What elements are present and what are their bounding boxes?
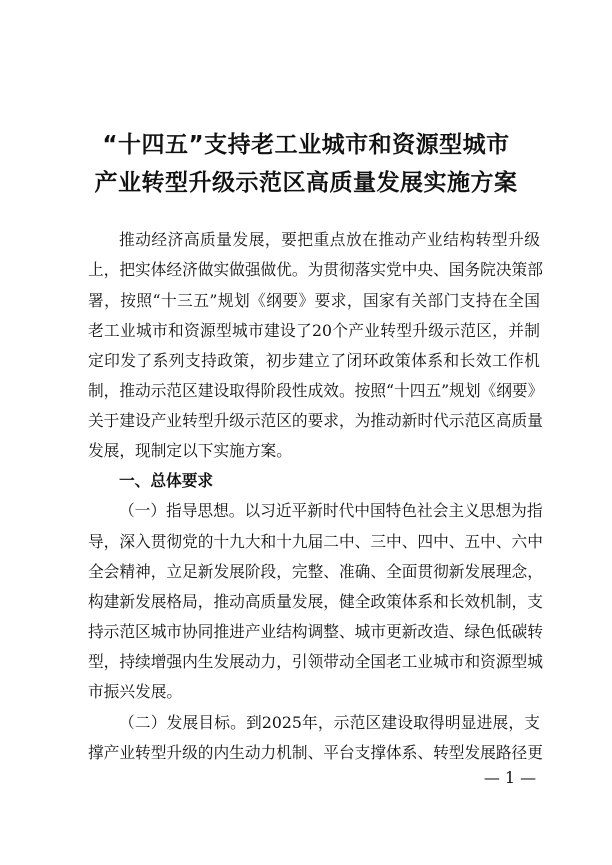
intro-line: 关于建设产业转型升级示范区的要求，为推动新时代示范区高质量: [88, 411, 543, 430]
goals-line: 撑产业转型升级的内生动力机制、平台支撑体系、转型发展路径更: [88, 743, 543, 762]
goals-line: （二）发展目标。到2025年，示范区建设取得明显进展，支: [119, 713, 540, 732]
guiding-line: 构建新发展格局，推动高质量发展，健全政策体系和长效机制，支: [88, 592, 543, 611]
document-title-line-2: 产业转型升级示范区高质量发展实施方案: [94, 170, 518, 196]
intro-line: 推动经济高质量发展，要把重点放在推动产业结构转型升级: [119, 230, 540, 249]
section-heading-general-requirements: 一、总体要求: [119, 471, 214, 490]
intro-line: 发展，现制定以下实施方案。: [88, 441, 292, 460]
intro-line: 老工业城市和资源型城市建设了20个产业转型升级示范区，并制: [88, 321, 540, 340]
intro-line: 上，把实体经济做实做强做优。为贯彻落实党中央、国务院决策部: [88, 260, 543, 279]
page-number: — 1 —: [483, 768, 537, 787]
intro-line: 署，按照“十三五”规划《纲要》要求，国家有关部门支持在全国: [88, 291, 540, 310]
guiding-line: 型，持续增强内生发展动力，引领带动全国老工业城市和资源型城: [88, 652, 543, 671]
guiding-line: 持示范区城市协同推进产业结构调整、城市更新改造、绿色低碳转: [88, 622, 543, 641]
guiding-line: 市振兴发展。: [88, 682, 183, 701]
guiding-line: 导，深入贯彻党的十九大和十九届二中、三中、四中、五中、六中: [88, 532, 543, 551]
intro-line: 制，推动示范区建设取得阶段性成效。按照“十四五”规划《纲要》: [88, 381, 544, 400]
guiding-line: 全会精神，立足新发展阶段，完整、准确、全面贯彻新发展理念，: [88, 562, 543, 581]
document-title-line-1: “十四五”支持老工业城市和资源型城市: [102, 132, 510, 158]
guiding-line: （一）指导思想。以习近平新时代中国特色社会主义思想为指: [119, 501, 543, 520]
intro-line: 定印发了系列支持政策，初步建立了闭环政策体系和长效工作机: [88, 351, 540, 370]
